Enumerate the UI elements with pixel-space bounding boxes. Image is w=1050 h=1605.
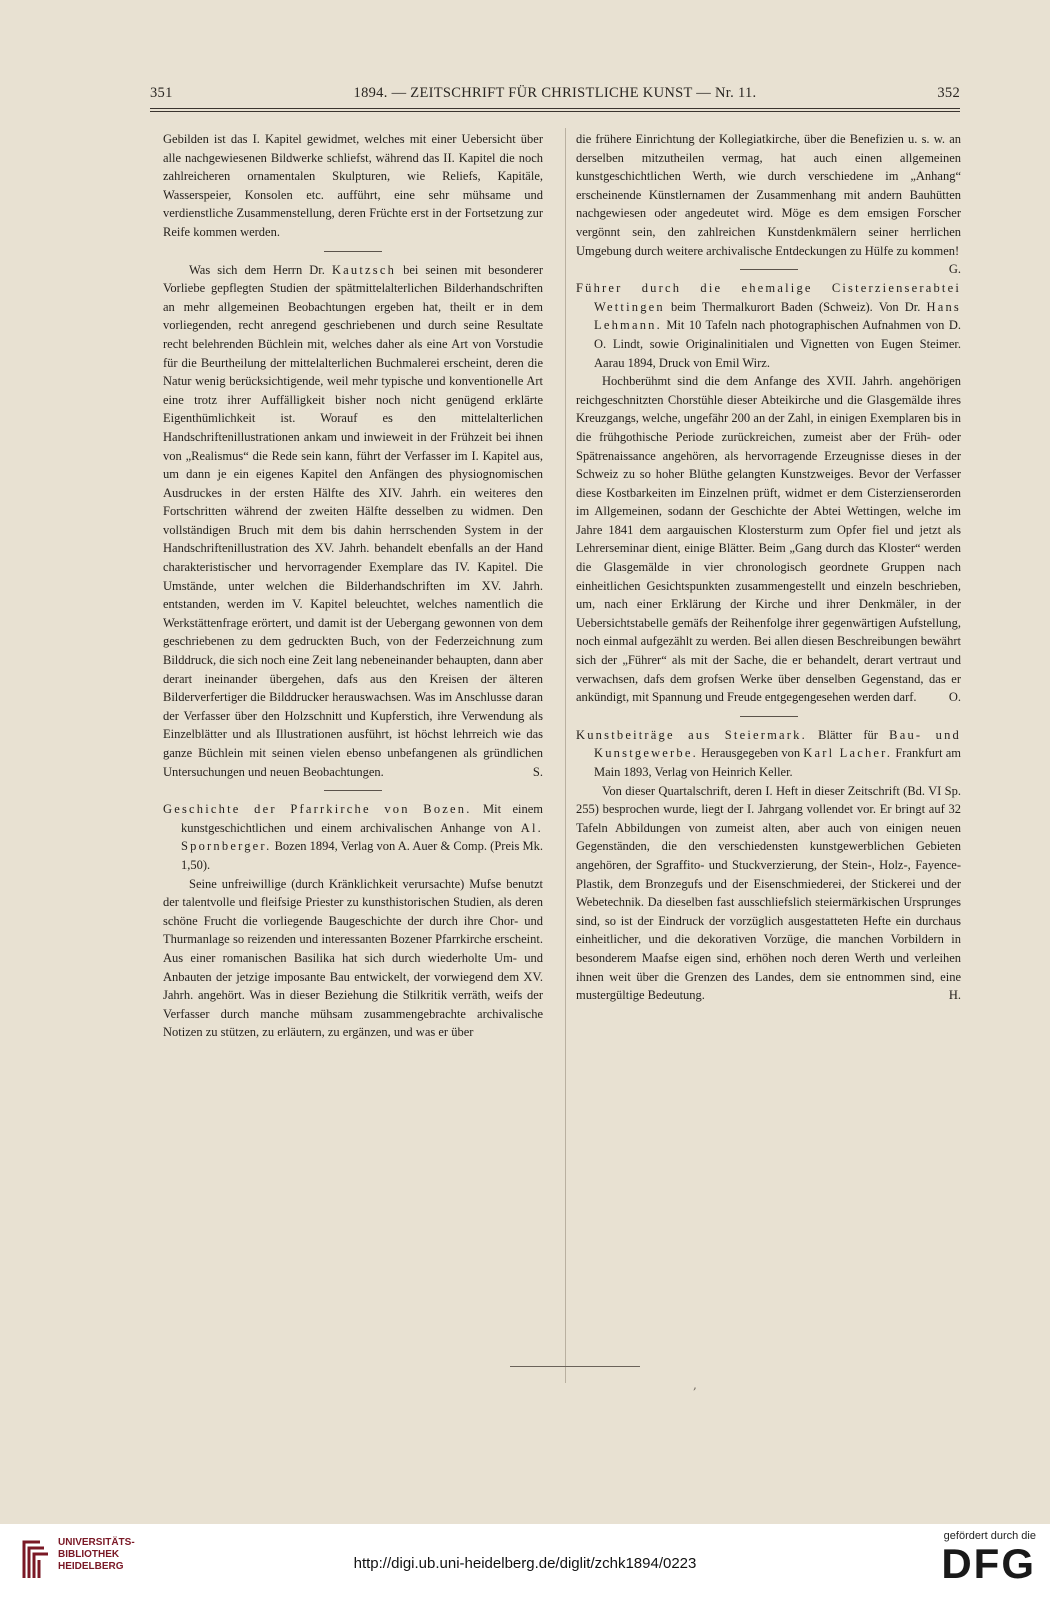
review-signature: H. [948, 988, 961, 1003]
paragraph: die frühere Einrichtung der Kollegiatkirche, über die Benefizien u. s. w. an derselben mitzutheilen vermag, hat auch einen allgemeinen kunstgeschichtlichen Werth, wie durch verschiedene im „Anhang“ erscheinende Künstlernamen der Zusammenhang mit andern Bauhütten nachgewiesen oder angedeutet wird. Möge es dem emsigen Forscher vergönnt sein, den zahlreichen Kunstdenkmälern seiner herrlichen Umgebung durch weitere archivalische Entdeckungen zu Hülfe zu kommen! G. [576, 130, 961, 260]
book-title: Geschichte der Pfarrkirche von Bozen. [163, 802, 472, 817]
journal-title: 1894. — ZEITSCHRIFT FÜR CHRISTLICHE KUNST — Nr. 11. [353, 85, 757, 101]
source-url[interactable]: http://digi.ub.uni-heidelberg.de/diglit/zchk1894/0223 [353, 1555, 697, 1572]
author-name: Al. Spornberger. [181, 820, 543, 854]
column-divider [565, 128, 566, 1383]
paragraph: Hochberühmt sind die dem Anfange des XVII. Jahrh. angehörigen reichgeschnitzten Chorstühle dieser Abteikirche und die Glasgemälde ihres Kreuzgangs, welche, ungefähr 200 an der Zahl, in einigen Exemplaren bis in die frühgothische Periode zurückreichen, zumeist aber der Früh- oder Spätrenaissance angehören, als hervorragende Erzeugnisse dieses in der Schweiz zu so hoher Blüthe gelangten Kunstzweiges. Bevor der Verfasser diese Kostbarkeiten im Einzelnen prüft, widmet er dem Cisterzienserorden im Allgemeinen, sodann der Geschichte der Abtei Wettingen, welche im Jahre 1841 dem aargauischen Klostersturm zum Opfer fiel und jetzt als Lehrerseminar dient, einige Blätter. Beim „Gang durch das Kloster“ werden die Glasgemälde in vier chronologisch geordnete Gruppen nach einheitlichen Gesichtspunkten zusammengestellt und einzeln beschrieben, um, nach einer Erklärung der Kirche und ihrer Denkmäler, in der Uebersichtstabelle gemäfs der Reihenfolge ihrer gegenwärtigen Aufstellung, noch einmal aufgezählt zu werden. Bei allen diesen Beschreibungen bewährt sich der „Führer“ als mit der Sache, die er behandelt, derart vertraut und verwachsen, dafs dem grofsen Werke über denselben Gegenstand, das er ankündigt, mit Spannung und Freude entgegengesehen werden darf. O. [576, 372, 961, 707]
right-column [576, 130, 961, 1005]
bibliographic-entry: Führer durch die ehemalige Cisterzienserabtei Wettingen beim Thermalkurort Baden (Schweiz). Von Dr. Hans Lehmann. Mit 10 Tafeln nach photographischen Aufnahmen von D. O. Lindt, sowie Originalinitialen und Vignetten von Eugen Steimer. Aarau 1894, Druck von Emil Wirz. [576, 281, 961, 370]
paragraph: Seine unfreiwillige (durch Kränklichkeit verursachte) Mufse benutzt der talentvolle und fleifsige Priester zu kunsthistorischen Studien, als deren schöne Frucht die vorliegende Baugeschichte der durch ihre Chor- und Thurmanlage so reizenden und interessanten Bozener Pfarrkirche erscheint. Aus einer romanischen Basilika hat sich durch wiederholte Um- und Anbauten der jetzige imposante Bau entwickelt, der vorwiegend dem XV. Jahrh. angehört. Was in dieser Beziehung die Stilkritik verräth, weifs der Verfasser durch manche mühsam zusammengebrachte archivalische Notizen zu stützen, zu erläutern, zu ergänzen, und was er über [163, 876, 543, 1040]
book-title: Führer durch die ehemalige Cisterzienserabtei Wettingen [576, 281, 961, 314]
separator-rule [324, 251, 382, 252]
footer-rule [510, 1366, 640, 1367]
author-name: Hans Lehmann. [594, 299, 961, 333]
review-signature: G. [948, 262, 961, 277]
bibliographic-entry: Geschichte der Pfarrkirche von Bozen. Mit einem kunstgeschichtlichen und einem archivalischen Anhange von Al. Spornberger. Bozen 1894, Verlag von A. Auer & Comp. (Preis Mk. 1,50). [163, 802, 544, 872]
review-signature: O. [948, 690, 961, 705]
library-name: UNIVERSITÄTS- BIBLIOTHEK HEIDELBERG [58, 1537, 135, 1572]
header-rule [150, 111, 960, 112]
book-subtitle: Bau- und Kunstgewerbe. [594, 727, 962, 761]
author-name: Kautzsch [331, 262, 397, 277]
paragraph: Gebilden ist das I. Kapitel gewidmet, welches mit einer Uebersicht über alle nachgewiesenen Bildwerke schliefst, während das II. Kapitel die noch zahlreicheren ornamentalen Skulpturen, wie Reliefs, Kapitäle, Wasserspeier, Konsolen etc. aufführt, eine sehr mühsame und verdienstliche Zusammenstellung, deren Früchte erst in der Fortsetzung zur Reife kommen werden. [163, 132, 543, 239]
left-column [163, 130, 543, 1042]
ink-mark: , [693, 1378, 697, 1392]
funding-block [886, 1530, 1036, 1586]
separator-rule [740, 269, 798, 270]
funding-label: gefördert durch die [943, 1530, 1036, 1542]
separator-rule [740, 716, 798, 717]
review-signature: S. [532, 764, 543, 779]
page-number-right: 352 [937, 85, 960, 101]
paragraph: Was sich dem Herrn Dr. Kautzsch bei seinen mit besonderer Vorliebe gepflegten Studien der spätmittelalterlichen Bilderhandschriften an mehr allgemeinen Beobachtungen ergeben hat, theilt er in dem vorliegenden, recht anregend geschriebenen und durch seine Resultate recht belehrenden Büchlein mit, welches daher als eine Art von Vorstudie für die Beurtheilung der mittelalterlichen Buchmalerei erscheint, deren die Natur wenig berücksichtigende, weil mehr typische und konventionelle Art eine trotz ihrer Auffälligkeit bisher noch nicht genügend erklärte Eigenthümlichkeit ist. Worauf es den mittelalterlichen Handschriftenillustrationen ankam und inwieweit in der Frühzeit bei ihnen von „Realismus“ die Rede sein kann, führt der Verfasser im I. Kapitel aus, um dann je ein eigenes Kapitel den Anfängen des physiognomischen Ausdruckes in der ersten Hälfte des XIV. Jahrh. ein weiteres den Fortschritten während der zweiten Hälfte desselben zu widmen. Den vollständigen Bruch mit dem bis dahin herrschenden System in der Handschriftenillustration des XV. Jahrh. behandelt ebenfalls an der Hand charakteristischer und hervorragender Exemplare das IV. Kapitel. Die Umstände, unter welchen die Bilderhandschriften im XV. Jahrh. entstanden, werden im V. Kapitel beleuchtet, welches namentlich die Werkstättenfrage erörtert, und damit ist der Uebergang gewonnen von dem geschriebenen zu dem gedruckten Buch, von der Federzeichnung zum Bilddruck, die sich noch eine Zeit lang nebeneinander behaupten, dann aber derart ineinander übergehen, dafs aus den Kreisen der älteren Bilderverfertiger die Bilddrucker herauswachsen. Was im Anschlusse daran der Verfasser über den Holzschnitt und Kupferstich, ihre Verwendung als Einzelblätter und als Illustrationen ausführt, ist höchst lehrreich wie das ganze Büchlein mit seinen vielen ebenso unbefangenen als gründlichen Untersuchungen und neuen Beobachtungen. S. [163, 261, 543, 782]
bibliographic-entry: Kunstbeiträge aus Steiermark. Blätter für Bau- und Kunstgewerbe. Herausgegeben von Karl Lacher. Frankfurt am Main 1893, Verlag von Heinrich Keller. [576, 727, 962, 779]
running-header [150, 85, 960, 107]
header-rule [150, 108, 960, 109]
author-name: Karl Lacher. [803, 746, 893, 761]
separator-rule [324, 790, 382, 791]
paragraph: Von dieser Quartalschrift, deren I. Heft in dieser Zeitschrift (Bd. VI Sp. 255) besprochen wurde, liegt der I. Jahrgang vollendet vor. Er bringt auf 32 Tafeln Abbildungen von zumeist alten, aber auch von einigen neuen Gegenständen, die den verschiedensten kunstgewerblichen Gebieten angehören, der Sgraffito- und Stuckverzierung, der Stein-, Holz-, Fayence-Plastik, dem Bronzegufs und der Eisenschmiederei, der Stickerei und der Webetechnik. Da dieselben fast ausschliefslich steiermärkischen Ursprunges sind, so ist der Eindruck der vorzüglich ausgestatteten Hefte ein durchaus einheitlicher, und die dekorativen Vorzüge, die manchen Vorbildern in besonderem Maafse eigen sind, erhöhen noch deren Werth und verleihen ihnen weit über die Grenzen des Landes, dem sie entnommen sind, eine mustergültige Bedeutung. H. [576, 782, 961, 1005]
book-title: Kunstbeiträge aus Steiermark. [576, 727, 807, 742]
page-number-left: 351 [150, 85, 173, 101]
dfg-logo[interactable]: DFG [941, 1540, 1036, 1587]
